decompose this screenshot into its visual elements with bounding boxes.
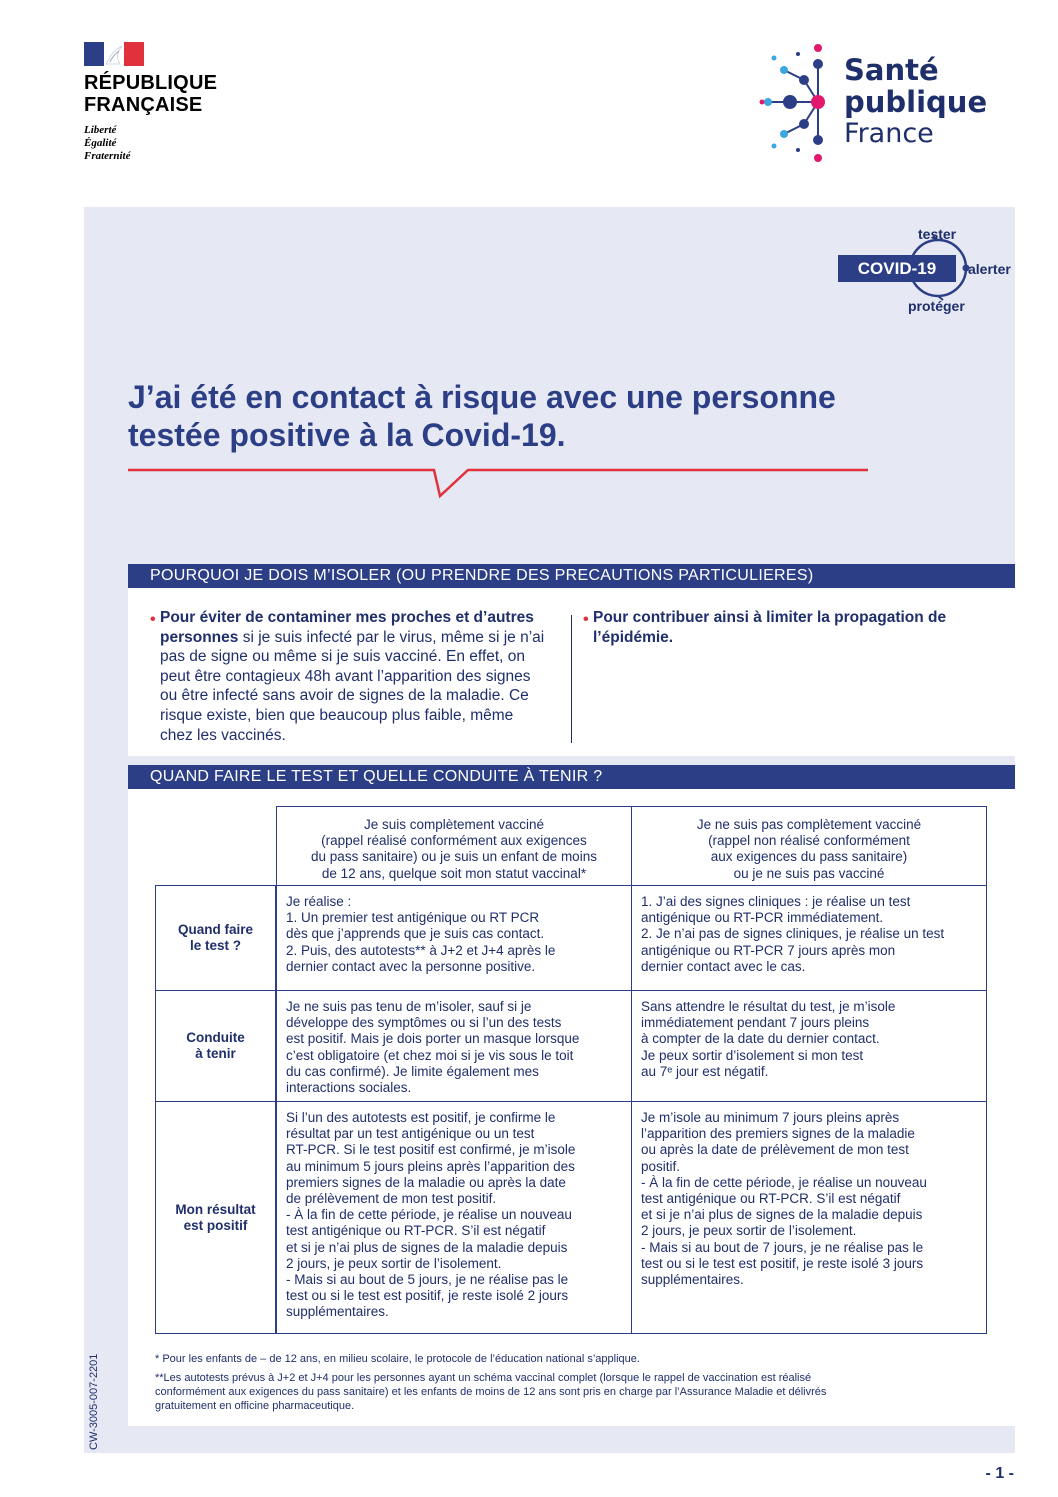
bullet-icon: •: [150, 611, 156, 628]
badge-word-proteger: protéger: [908, 298, 965, 314]
row-label-when-test: Quand faire le test ?: [155, 885, 276, 991]
table-cell: Je m’isole au minimum 7 jours pleins après l’apparition des premiers signes de la maladie ou après la date de prélèvement de mon test positif. - À la fin de cette période, je réalise un nouveau test antigénique ou RT-PCR. S’il est négatif et si je n’ai plus de signes de la maladie depuis 2 jours, je peux sortir de l’isolement. - Mais si au bout de 7 jours, je ne réalise pas le test ou si le test est positif, je reste isolé 3 jours supplémentaires.: [631, 1101, 987, 1334]
spf-line-2: publique: [844, 85, 988, 119]
column-divider: [571, 615, 572, 743]
spf-line-3: France: [844, 118, 934, 149]
sante-publique-france-logo: [844, 54, 987, 150]
table-header-vaccinated: Je suis complètement vacciné (rappel réalisé conformément aux exigences du pass sanitaire) ou je suis un enfant de moins de 12 ans, quelque soit mon statut vaccinal*: [276, 806, 632, 886]
section-when-test-heading: QUAND FAIRE LE TEST ET QUELLE CONDUITE À TENIR ?: [128, 765, 1015, 789]
why-left-column: [160, 608, 546, 745]
document-code: CW-3005-007-2201: [88, 1353, 100, 1450]
footnote-autotests: **Les autotests prévus à J+2 et J+4 pour les personnes ayant un schéma vaccinal complet (lorsque le rappel de vaccination est réalisé conformément aux exigences du pass sanitaire) et les enfants de moins de 12 ans sont pris en charge par l’Assurance Maladie et délivrés gratuitement en officine pharmaceutique.: [155, 1372, 827, 1412]
spf-line-1: Santé: [844, 53, 939, 87]
table-cell: 1. J’ai des signes cliniques : je réalise un test antigénique ou RT-PCR immédiatement. 2. Je n’ai pas de signes cliniques, je réalise un test antigénique ou RT-PCR 7 jours après mon dernier contact avec le cas.: [631, 885, 987, 991]
covid-19-badge: COVID-19: [838, 255, 956, 282]
republic-motto: Liberté Égalité Fraternité: [84, 124, 131, 162]
row-label-positive-result: Mon résultat est positif: [155, 1101, 276, 1334]
why-right-bold: Pour contribuer ainsi à limiter la propagation de l’épidémie.: [593, 609, 947, 646]
table-header-not-vaccinated: Je ne suis pas complètement vacciné (rappel non réalisé conformément aux exigences du pass sanitaire) ou je ne suis pas vacciné: [631, 806, 987, 886]
badge-word-tester: tester: [918, 226, 957, 242]
page-title: J’ai été en contact à risque avec une personne testée positive à la Covid-19.: [128, 379, 836, 453]
table-cell: Sans attendre le résultat du test, je m’isole immédiatement pendant 7 jours pleins à compter de la date du dernier contact. Je peux sortir d’isolement si mon test au 7ᵉ jour est négatif.: [631, 990, 987, 1102]
bullet-icon: •: [583, 611, 589, 628]
why-left-bold: Pour éviter de contaminer mes proches et d’autres personnes: [160, 609, 534, 646]
table-cell: Si l’un des autotests est positif, je confirme le résultat par un test antigénique ou un test RT-PCR. Si le test positif est confirmé, je m’isole au minimum 5 jours pleins après l’apparition des premiers signes de la maladie ou après la date de prélèvement de mon test positif. - À la fin de cette période, je réalise un nouveau test antigénique ou RT-PCR. S’il est négatif et si je n’ai plus de signes de la maladie depuis 2 jours, je peux sortir de l’isolement. - Mais si au bout de 5 jours, je ne réalise pas le test ou si le test est positif, je reste isolé 2 jours supplémentaires.: [276, 1101, 632, 1334]
speech-bubble-underline: [128, 454, 888, 504]
table-cell: Je réalise : 1. Un premier test antigénique ou RT PCR dès que j’apprends que je suis cas contact. 2. Puis, des autotests** à J+2 et J+4 après le dernier contact avec la personne positive.: [276, 885, 632, 991]
marianne-flag-icon: [84, 42, 144, 66]
section-why-isolate-heading: POURQUOI JE DOIS M’ISOLER (OU PRENDRE DES PRECAUTIONS PARTICULIERES): [128, 564, 1015, 588]
republique-francaise-name: RÉPUBLIQUE FRANÇAISE: [84, 72, 218, 116]
why-left-text: si je suis infecté par le virus, même si je n’ai pas de signe ou même si je suis vacciné. En effet, on peut être contagieux 48h avant l’apparition des signes ou être infecté sans avoir de signes de la maladie. Ce risque existe, bien que beaucoup plus faible, même chez les vaccinés.: [160, 628, 545, 744]
badge-word-alerter: alerter: [968, 261, 1011, 277]
page-number: - 1 -: [985, 1465, 1014, 1482]
row-label-conduct: Conduite à tenir: [155, 990, 276, 1102]
table-cell: Je ne suis pas tenu de m’isoler, sauf si je développe des symptômes ou si l’un des tests est positif. Mais je dois porter un masque lorsque c’est obligatoire (et chez moi si je vis sous le toit du cas confirmé). Je limite également mes interactions sociales.: [276, 990, 632, 1102]
footnote-children: * Pour les enfants de – de 12 ans, en milieu scolaire, le protocole de l’éducation national s’applique.: [155, 1353, 640, 1365]
why-right-column: [593, 608, 973, 647]
